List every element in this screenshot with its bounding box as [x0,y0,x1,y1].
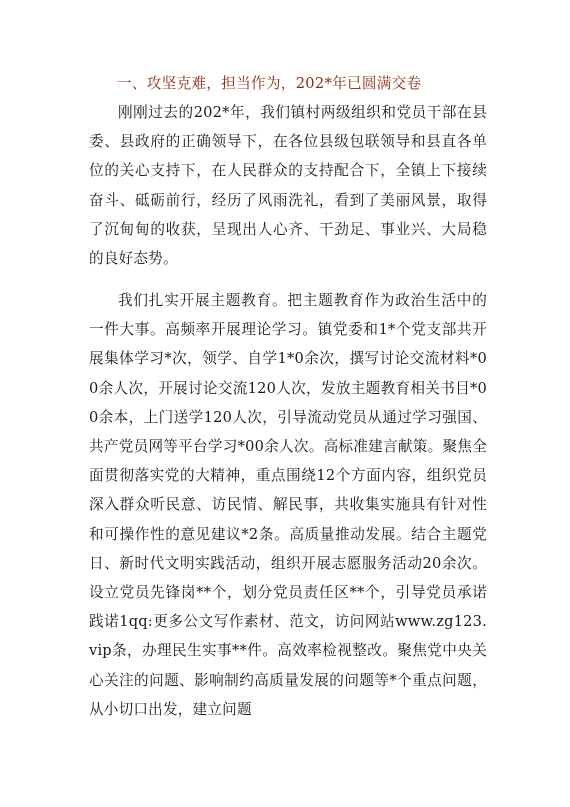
paragraph-2: 我们扎实开展主题教育。把主题教育作为政治生活中的一件大事。高频率开展理论学习。镇党委和1*个党支部共开展集体学习*次，领学、自学1*0余次，撰写讨论交流材料*00余人次，开展讨论交流120人次，发放主题教育相关书目*00余本，上门送学120人次，引导流动党员从通过学习强国、共产党员网等平台学习*00余人次。高标准建言献策。聚焦全面贯彻落实党的大精神，重点围绕12个方面内容，组织党员深入群众听民意、访民情、解民事，共收集实施具有针对性和可操作性的意见建议*2条。高质量推动发展。结合主题党日、新时代文明实践活动，组织开展志愿服务活动20余次。设立党员先锋岗**个，划分党员责任区**个，引导党员承诺践诺1qq:更多公文写作素材、范文，访问网站www.zg123.vip条，办理民生实事**件。高效率检视整改。聚焦党中央关心关注的问题、影响制约高质量发展的问题等*个重点问题，从小切口出发，建立问题 [89,292,487,718]
paragraph-1: 刚刚过去的202*年，我们镇村两级组织和党员干部在县委、县政府的正确领导下，在各位县级包联领导和县直各单位的关心支持下，在人民群众的支持配合下，全镇上下接续奋斗、砥砺前行，经历了风雨洗礼，看到了美丽风景，取得了沉甸甸的收获，呈现出人心齐、干劲足、事业兴、大局稳的良好态势。 [89,104,487,268]
section-heading: 一、攻坚克难，担当作为，202*年已圆满交卷 [117,75,422,92]
